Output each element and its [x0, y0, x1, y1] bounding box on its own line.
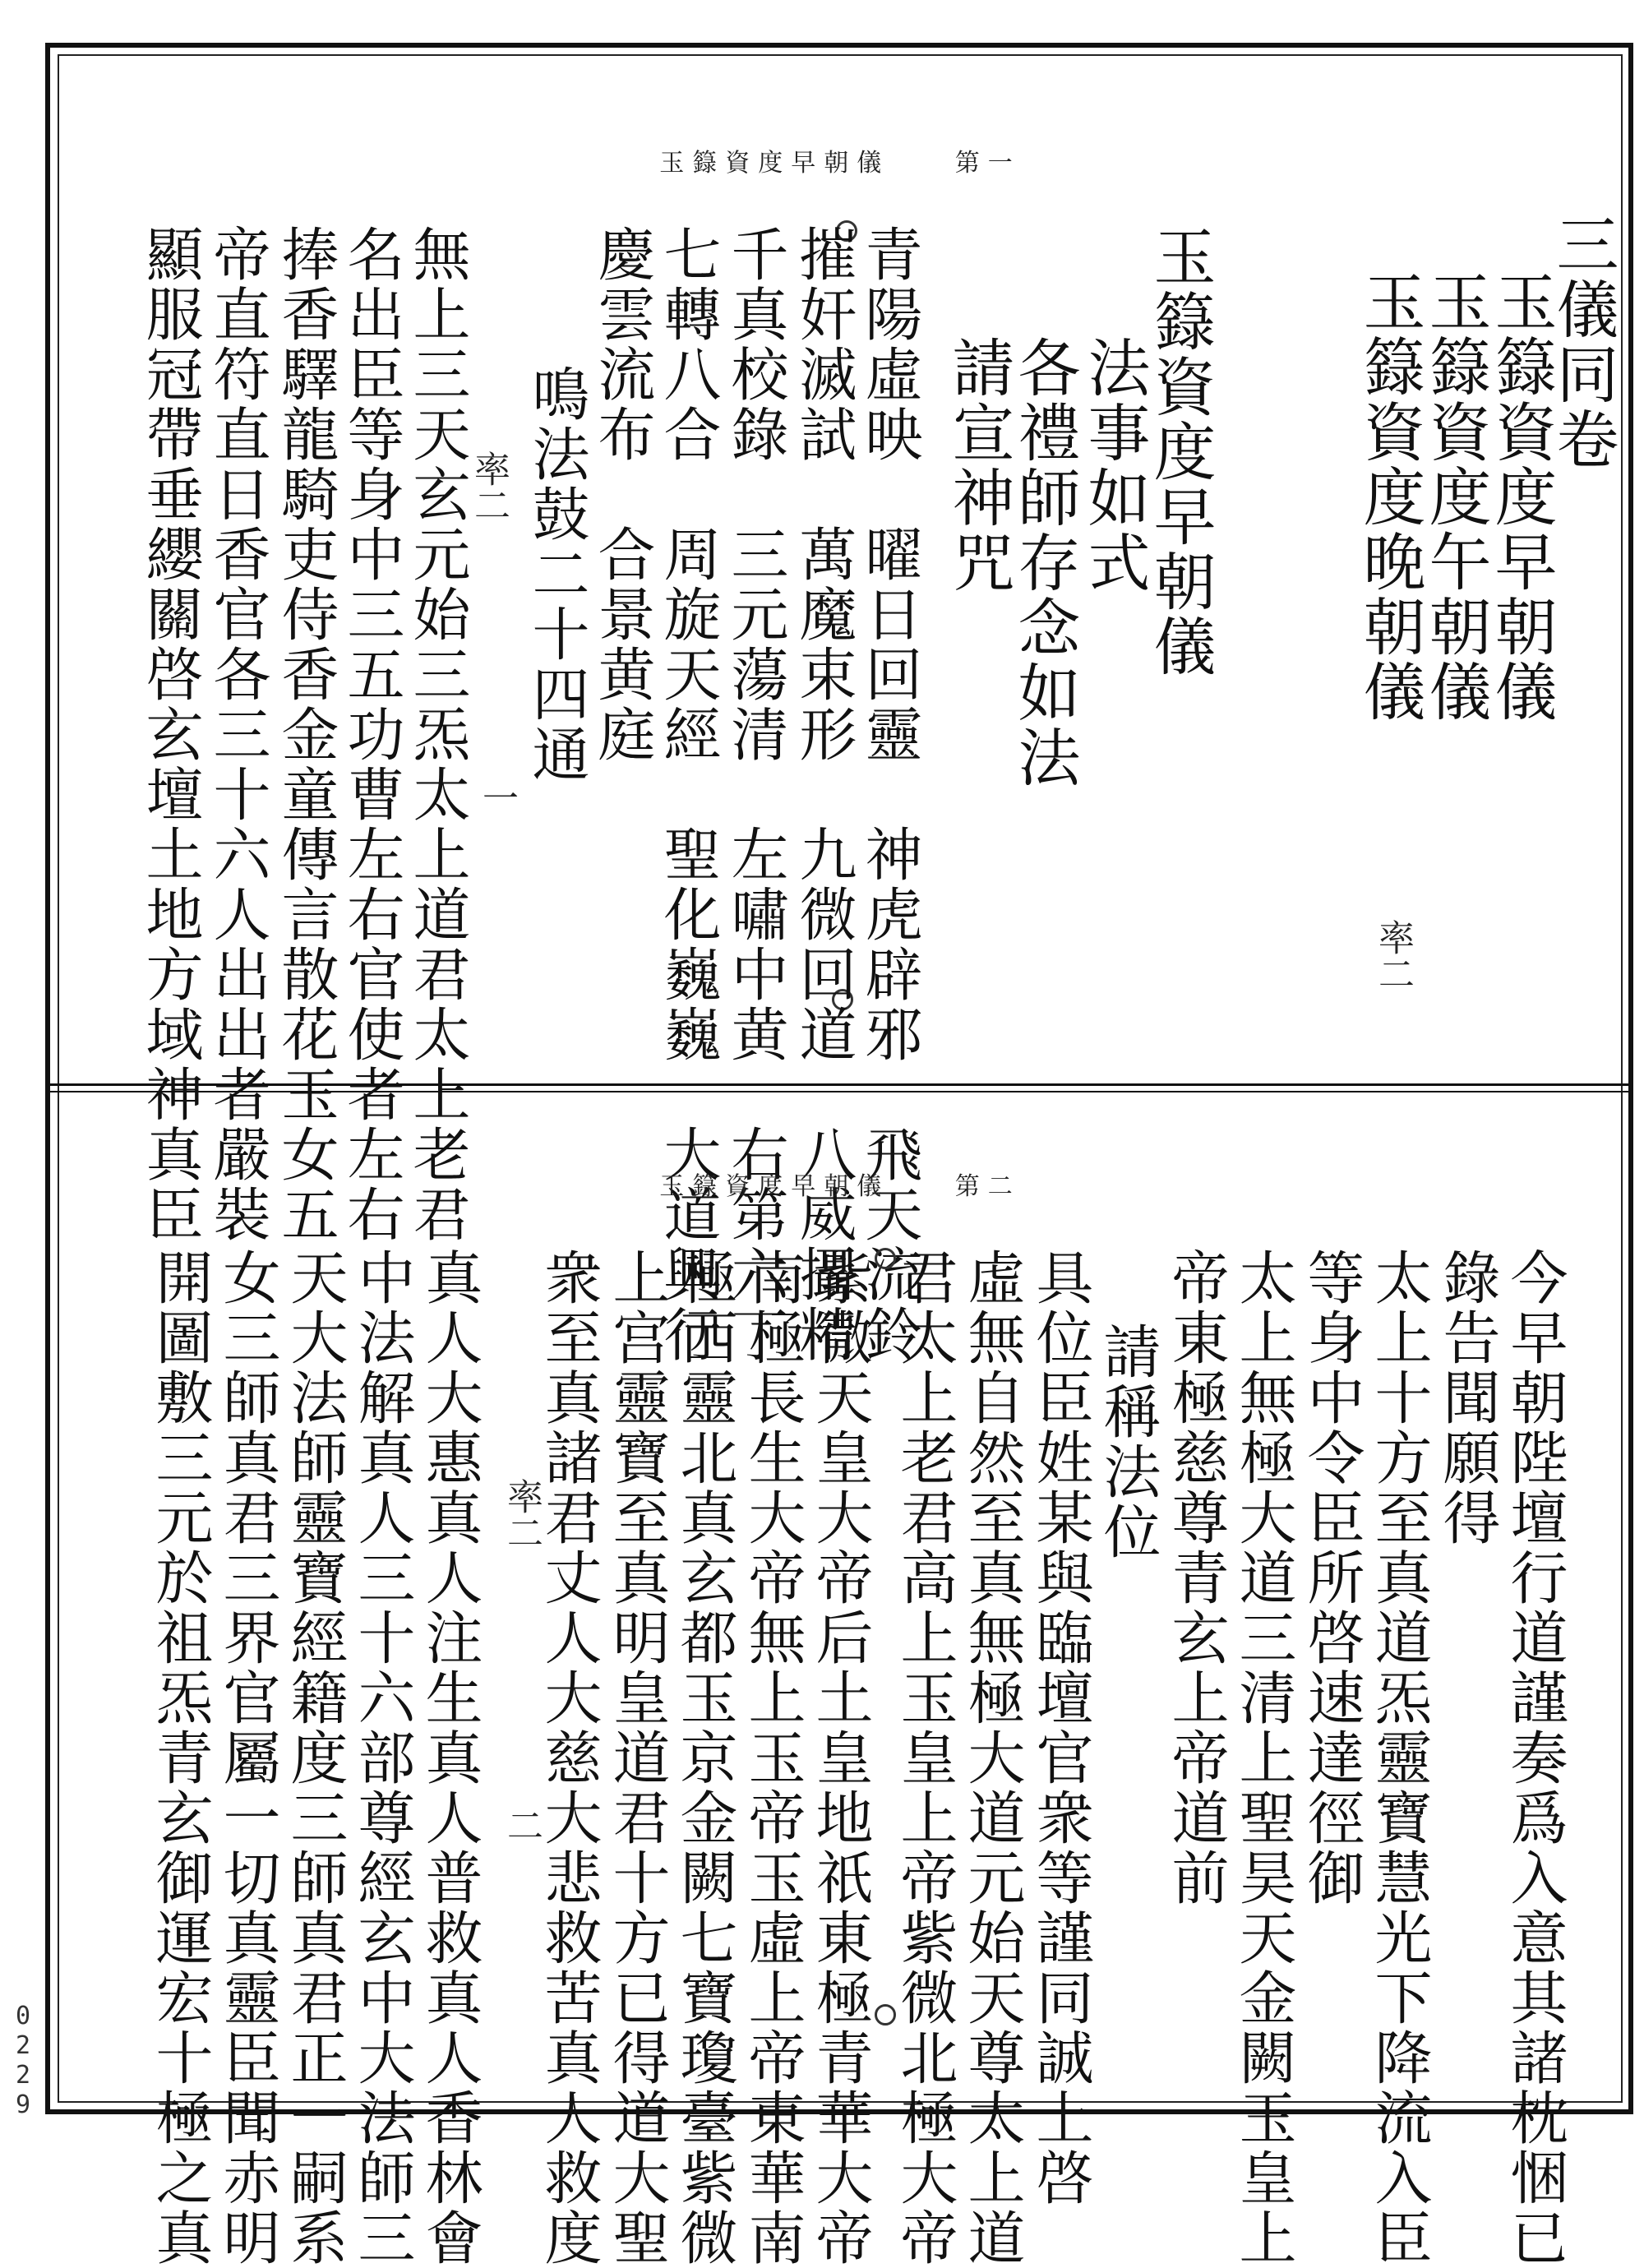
text-column: 法事如式 [1078, 335, 1151, 595]
text-column: 太上無極大道三清上聖昊天金闕玉皇上 [1230, 1248, 1297, 2268]
text-column: 無上三天玄元始三炁太上道君太上老君 [404, 224, 471, 1245]
text-column: 玉籙資度晚朝儀 [1353, 270, 1426, 724]
text-column: 玉籙資度早朝儀 [1143, 224, 1217, 679]
text-column: 衆至真諸君丈人大慈大悲救苦真人救度 [535, 1248, 603, 2268]
text-column: 女三師真君三界官屬一切真靈臣聞赤明 [214, 1248, 281, 2268]
text-column: 錄告聞願得 [1434, 1248, 1501, 1548]
running-head-title: 玉籙資度早朝儀 [659, 1172, 890, 1201]
text-column: 三儀同卷 [1546, 212, 1619, 472]
interlinear-note: 率二 [468, 450, 510, 523]
side-page-number: 0229 [15, 2002, 31, 2119]
text-column: 玉籙資度午朝儀 [1419, 270, 1492, 724]
interlinear-note: 率二 [501, 1478, 543, 1550]
text-column: 名出臣等身中三五功曹左右官使者左右 [338, 224, 405, 1245]
text-column: 請宣神咒 [942, 335, 1015, 595]
running-head [59, 142, 1621, 178]
text-column: 各禮師存念如法 [1008, 335, 1081, 790]
text-column: 天大法師靈寶經籍度三師真君正一嗣系 [281, 1248, 349, 2268]
text-column: 鳴法鼓二十四通 [523, 364, 590, 784]
text-column: 玉籙資度早朝儀 [1485, 270, 1558, 724]
text-column: 顯服冠帶垂纓關啓玄壇土地方域神真臣 [136, 224, 204, 1245]
text-column: 紫微天皇大帝后土皇地祇東極青華大帝 [806, 1248, 874, 2268]
text-column: 太上十方至真道炁靈寶慧光下降流入臣 [1365, 1248, 1433, 2268]
small-mark: 二 [501, 1807, 543, 1843]
text-column: 千真校錄 三元蕩清 左嘯中黄 右第六丁 [722, 224, 789, 1365]
text-column: 具位臣姓某與臨壇官衆等謹同誠上啓 [1027, 1248, 1094, 2208]
text-column: 帝東極慈尊青玄上帝道前 [1162, 1248, 1230, 1908]
bottom-page [59, 1092, 1621, 2268]
text-column: 真人大惠真人注生真人普救真人香林會 [416, 1248, 483, 2268]
circle-mark [875, 1248, 896, 1269]
text-column: 摧奸滅試 萬魔束形 九微回道 八威攝精 [790, 224, 857, 1365]
margin-mark: 率二 [1372, 919, 1414, 991]
running-head-title: 玉籙資度早朝儀 [659, 149, 890, 178]
running-head-page-number: 第一 [954, 149, 1021, 178]
text-column: 等身中令臣所啓速達徑御 [1298, 1248, 1365, 1908]
text-column: 帝直符直日香官各三十六人出出者嚴裝 [204, 224, 271, 1245]
text-column: 虛無自然至真無極大道元始天尊太上道 [958, 1248, 1026, 2268]
running-head [59, 1166, 1621, 1202]
text-column: 中法解真人三十六部尊經玄中大法師三 [349, 1248, 416, 2268]
text-column: 青陽虛映 曜日回靈 神虎辟邪 飛天流鈴 [856, 224, 923, 1365]
text-column: 上宫靈寶至真明皇道君十方已得道大聖 [603, 1248, 671, 2268]
text-column: 開圖敷三元於祖炁青玄御運宏十極之真 [146, 1248, 214, 2268]
text-column: 請稱法位 [1094, 1322, 1161, 1562]
text-column: 捧香驛龍騎吏侍香金童傳言散花玉女五 [272, 224, 339, 1245]
text-column: 七轉八合 周旋天經 聖化巍巍 大道興行 [654, 224, 722, 1365]
text-column: 南極長生大帝無上玉帝玉虛上帝東華南 [739, 1248, 806, 2268]
small-mark: 一 [476, 779, 518, 815]
running-head-page-number: 第二 [954, 1172, 1021, 1201]
text-column: 今早朝陛壇行道謹奏爲入意其諸枕悃已 [1501, 1248, 1568, 2268]
text-column: 極西靈北真玄都玉京金闕七寶瓊臺紫微 [671, 1248, 738, 2268]
circle-mark [875, 2004, 896, 2025]
text-column: 君太上老君高上玉皇上帝紫微北極大帝 [891, 1248, 958, 2268]
text-column: 慶雲流布 合景黄庭 [589, 224, 656, 764]
